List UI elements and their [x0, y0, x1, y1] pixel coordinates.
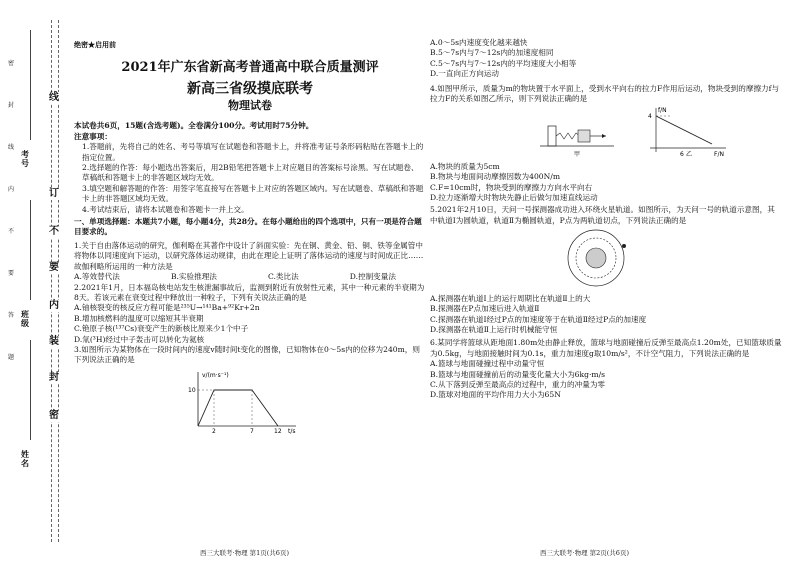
x-tick: 7	[250, 427, 254, 434]
tick: 6	[680, 151, 684, 159]
side-mark: 线	[7, 144, 14, 151]
question-6: 6.某同学将篮球从距地面1.80m处由静止释放，篮球与地面碰撞后反弹至最高点1.20m处，已知篮球质量为0.5kg，与地面接触时间为0.1s，重力加速度g取10m/s²，不计空气阻力，下列说法正确的是	[430, 338, 782, 358]
note-item: 2.选择题的作答：每小题选出答案后，用2B铅笔把答题卡上对应题目的答案标号涂黑。写在试题卷、草稿纸和答题卡上的非答题区域均无效。	[82, 163, 419, 183]
name-label: 姓名	[21, 449, 29, 468]
option: C.铯原子核(¹³⁷Cs)衰变产生的新核比原来少1个中子	[74, 324, 249, 334]
side-mark: 答	[7, 312, 14, 319]
block	[578, 130, 590, 142]
arrow-head	[602, 134, 606, 138]
option: B.探测器在P点加速后进入轨道Ⅱ	[430, 304, 540, 314]
option: C.探测器在轨道Ⅰ经过P点的加速度等于在轨道Ⅱ经过P点的加速度	[430, 314, 647, 324]
velocity-time-graph	[184, 368, 304, 434]
option: B.物块与地面间动摩擦因数为400N/m	[430, 172, 561, 182]
side-mark: 题	[7, 354, 14, 361]
side-mark: 不	[7, 228, 14, 235]
probe	[622, 244, 626, 248]
question-2: 2.2021年1月，日本福岛核电站发生核泄漏事故后，监测到附近有放射性元素，其中一种元素的半衰期为8天。若该元素在衰变过程中释放出一种粒子，下列有关说法正确的是	[74, 282, 425, 302]
cut-char: 装	[46, 336, 62, 348]
page-footer-left: 西三大联考·物理 第1页(共6页)	[200, 549, 289, 557]
option: B.增加核燃料的温度可以缩短其半衰期	[74, 313, 204, 323]
cut-char: 要	[46, 262, 62, 274]
option: A.探测器在轨道Ⅰ上的运行周期比在轨道Ⅱ上的大	[430, 293, 591, 303]
spring	[556, 133, 580, 139]
exam-subtitle: 新高三省级摸底联考	[187, 81, 313, 98]
note-item: 4.考试结束后，请将本试题卷和答题卡一并上交。	[82, 204, 249, 214]
question-4-figure	[530, 104, 730, 158]
y-axis-label: f/N	[658, 107, 667, 115]
subject-title: 物理试卷	[228, 99, 272, 113]
question-5: 5.2021年2月10日，天问一号探测器成功进入环绕火星轨道。如图所示，为天问一号的轨道示意图，其中轨道Ⅰ为圆轨道，轨道Ⅱ为椭圆轨道，P点为两轨道切点，下列说法正确的是	[430, 205, 775, 225]
notes-title: 注意事项：	[74, 131, 112, 141]
binding-margin	[0, 0, 68, 562]
left-column	[74, 40, 426, 540]
note-item: 1.答题前，先将自己的姓名、考号等填写在试题卷和答题卡上，并将准考证号条形码粘贴在答题卡上的指定位置。	[82, 142, 424, 162]
option: A.物块的质量为5cm	[430, 161, 500, 171]
name-line	[30, 340, 31, 440]
option: D.氚(³H)经过中子轰击可以转化为氦核	[74, 334, 205, 344]
tick: 4	[648, 113, 652, 121]
cut-char: 封	[46, 372, 62, 384]
velocity-line	[198, 390, 278, 426]
exam-intro: 本试卷共6页，15题(含选考题)。全卷满分100分。考试用时75分钟。	[74, 121, 314, 131]
option: C.5～7s内与7～12s内的平均速度大小相等	[430, 58, 577, 68]
note-item: 3.填空题和解答题的作答：用签字笔直接写在答题卡上对应的答题区域内。写在试题卷、草稿纸和答题卡上的非答题区域均无效。	[82, 183, 424, 204]
option: C.F=10cm时，物块受到的摩擦力方向水平向右	[430, 182, 593, 192]
cut-char: 订	[46, 188, 62, 200]
x-tick: 2	[212, 427, 216, 434]
force-line	[656, 116, 712, 144]
cut-char: 线	[46, 92, 62, 104]
y-tick: 10	[188, 386, 196, 394]
cut-char: 密	[46, 410, 62, 422]
planet	[586, 248, 606, 268]
exam-number-line	[30, 30, 31, 140]
question-3: 3.如图所示为某物体在一段时间内的速度v随时间t变化的图像，已知物体在0～5s内的位移为240m，则下列说法正确的是	[74, 344, 420, 365]
question-1: 1.关于自由落体运动的研究，伽利略在其著作中设计了斜面实验：先在铜、黄金、铅、铜、铁等金属管中将物体以同速度向下运动，以研究落体运动规律，由此在理论上证明了落体运动的速度与时间成正比……故伽利略所运用的一种方法是	[74, 240, 424, 271]
cut-char: 不	[46, 226, 62, 238]
exam-number-label: 考号	[21, 149, 29, 168]
class-line	[30, 200, 31, 300]
question-1-options	[74, 272, 426, 282]
option: D.拉力逐渐增大时物块先静止后做匀加速直线运动	[430, 193, 598, 203]
cut-char: 内	[46, 300, 62, 312]
exam-title: 2021年广东省新高考普通高中联合质量测评	[121, 60, 379, 76]
option: B.5～7s内与7～12s内的加速度相同	[430, 48, 554, 58]
option: C.从下落到反弹至最高点的过程中，重力的冲量为零	[430, 379, 606, 389]
side-mark: 要	[7, 270, 14, 277]
x-axis-label: t/s	[288, 427, 296, 434]
x-tick: 12	[274, 427, 282, 434]
option: D.一直向正方向运动	[430, 69, 499, 79]
y-axis-label: v/(m·s⁻¹)	[202, 371, 229, 379]
option: A.等效替代法	[74, 272, 120, 282]
option: A.0～5s内速度变化越来越快	[430, 38, 528, 47]
side-mark: 密	[7, 60, 14, 67]
wall	[548, 126, 556, 146]
option: B.实验推理法	[170, 272, 217, 282]
side-mark: 封	[7, 102, 14, 109]
side-mark: 内	[7, 186, 14, 193]
right-column	[430, 38, 782, 538]
option: C.类比法	[267, 272, 299, 282]
option: A.铀核裂变的核反应方程可能是²³⁵U→¹⁴¹Ba+⁹²Kr+2n	[74, 303, 260, 313]
option: D.篮球对地面的平均作用力大小为65N	[430, 390, 561, 400]
orbit-diagram	[540, 226, 660, 290]
option: D.探测器在轨道Ⅱ上运行时机械能守恒	[430, 324, 558, 334]
x-axis-label: F/N	[714, 151, 724, 159]
confidential-tag: 绝密★启用前	[74, 40, 116, 49]
side-marks	[6, 60, 16, 362]
option: D.控制变量法	[349, 272, 396, 282]
figure-caption: 乙	[686, 151, 693, 159]
figure-caption: 甲	[574, 151, 581, 159]
class-label: 班级	[21, 309, 29, 328]
option: B.篮球与地面碰撞前后的动量变化量大小为6kg·m/s	[430, 369, 606, 379]
question-4: 4.如图甲所示，质量为m的物块置于水平面上，受到水平向右的拉力F作用后运动，物块受到的摩擦力f与拉力F的关系如图乙所示，则下列说法正确的是	[430, 83, 780, 104]
option: A.篮球与地面碰撞过程中动量守恒	[430, 359, 545, 369]
page-footer-right: 西三大联考·物理 第2页(共6页)	[540, 549, 629, 557]
section-heading: 一、单项选择题：本题共7小题，每小题4分，共28分。在每小题给出的四个选项中，只有一项是符合题目要求的。	[74, 217, 422, 237]
